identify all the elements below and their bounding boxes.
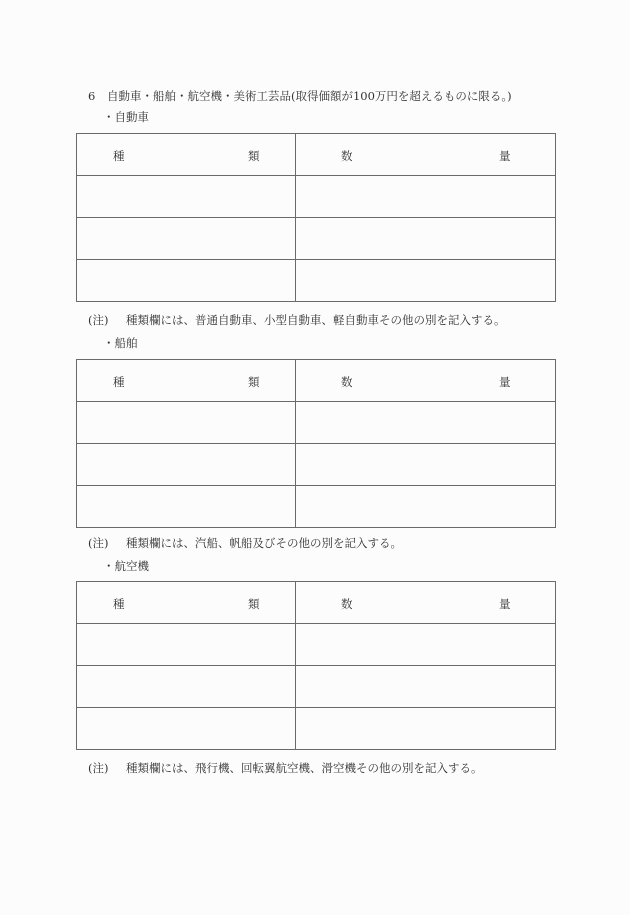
automobile-table bbox=[76, 133, 556, 302]
note-tag: (注) bbox=[88, 761, 109, 775]
ship-table bbox=[76, 359, 556, 528]
quantity-cell[interactable] bbox=[296, 666, 556, 708]
header-kind-char2: 類 bbox=[248, 375, 260, 389]
quantity-cell[interactable] bbox=[296, 624, 556, 666]
note-ship bbox=[88, 535, 402, 551]
note-aircraft bbox=[88, 760, 483, 776]
note-tag: (注) bbox=[88, 536, 109, 550]
kind-cell[interactable] bbox=[77, 218, 296, 260]
table-row bbox=[77, 666, 556, 708]
header-kind bbox=[77, 360, 296, 402]
kind-cell[interactable] bbox=[77, 624, 296, 666]
header-quantity bbox=[296, 134, 556, 176]
kind-cell[interactable] bbox=[77, 486, 296, 528]
table-row bbox=[77, 486, 556, 528]
section-number: 6 bbox=[88, 89, 96, 103]
table-row bbox=[77, 624, 556, 666]
table-row bbox=[77, 260, 556, 302]
quantity-cell[interactable] bbox=[296, 260, 556, 302]
header-kind bbox=[77, 582, 296, 624]
note-text: 種類欄には、飛行機、回転翼航空機、滑空機その他の別を記入する。 bbox=[126, 761, 483, 775]
header-qty-char2: 量 bbox=[499, 597, 511, 611]
table-row bbox=[77, 708, 556, 750]
kind-cell[interactable] bbox=[77, 444, 296, 486]
kind-cell[interactable] bbox=[77, 666, 296, 708]
note-automobile bbox=[88, 312, 506, 328]
header-qty-char2: 量 bbox=[499, 149, 511, 163]
header-kind-char1: 種 bbox=[113, 597, 125, 611]
table-header-row bbox=[77, 134, 556, 176]
note-text: 種類欄には、普通自動車、小型自動車、軽自動車その他の別を記入する。 bbox=[126, 313, 506, 327]
header-kind-char1: 種 bbox=[113, 375, 125, 389]
group-label-automobile: ・自動車 bbox=[103, 110, 149, 124]
note-tag: (注) bbox=[88, 313, 109, 327]
aircraft-table bbox=[76, 581, 556, 750]
table-row bbox=[77, 176, 556, 218]
header-kind-char2: 類 bbox=[248, 149, 260, 163]
header-qty-char1: 数 bbox=[341, 375, 353, 389]
table-row bbox=[77, 444, 556, 486]
table-row bbox=[77, 402, 556, 444]
kind-cell[interactable] bbox=[77, 176, 296, 218]
group-label-aircraft: ・航空機 bbox=[103, 559, 149, 573]
quantity-cell[interactable] bbox=[296, 176, 556, 218]
header-qty-char1: 数 bbox=[341, 597, 353, 611]
header-kind bbox=[77, 134, 296, 176]
quantity-cell[interactable] bbox=[296, 486, 556, 528]
header-kind-char1: 種 bbox=[113, 149, 125, 163]
section-title: 自動車・船舶・航空機・美術工芸品(取得価額が100万円を超えるものに限る。) bbox=[107, 89, 512, 103]
header-qty-char1: 数 bbox=[341, 149, 353, 163]
group-label-ship: ・船舶 bbox=[103, 336, 138, 350]
section-heading bbox=[88, 88, 512, 104]
header-kind-char2: 類 bbox=[248, 597, 260, 611]
table-row bbox=[77, 218, 556, 260]
kind-cell[interactable] bbox=[77, 260, 296, 302]
table-header-row bbox=[77, 582, 556, 624]
quantity-cell[interactable] bbox=[296, 218, 556, 260]
kind-cell[interactable] bbox=[77, 402, 296, 444]
quantity-cell[interactable] bbox=[296, 708, 556, 750]
header-quantity bbox=[296, 360, 556, 402]
table-header-row bbox=[77, 360, 556, 402]
note-text: 種類欄には、汽船、帆船及びその他の別を記入する。 bbox=[126, 536, 402, 550]
header-qty-char2: 量 bbox=[499, 375, 511, 389]
quantity-cell[interactable] bbox=[296, 402, 556, 444]
quantity-cell[interactable] bbox=[296, 444, 556, 486]
header-quantity bbox=[296, 582, 556, 624]
kind-cell[interactable] bbox=[77, 708, 296, 750]
